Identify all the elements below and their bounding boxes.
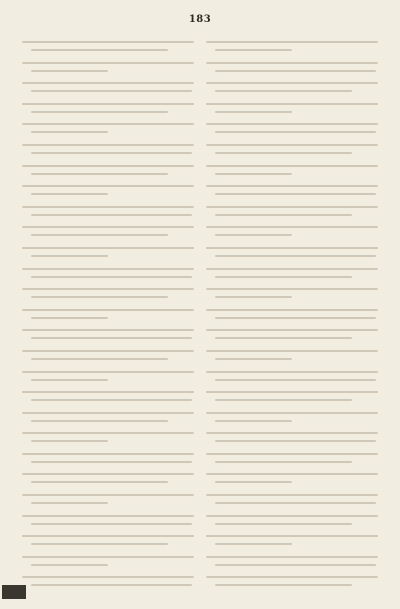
directory-entry bbox=[22, 57, 198, 78]
directory-entry bbox=[22, 510, 198, 531]
directory-entry bbox=[22, 366, 198, 387]
directory-entry bbox=[22, 345, 198, 366]
directory-entry bbox=[22, 304, 198, 325]
directory-entry bbox=[206, 386, 382, 407]
directory-entry bbox=[22, 263, 198, 284]
directory-entry bbox=[22, 221, 198, 242]
directory-entry bbox=[206, 366, 382, 387]
directory-entry bbox=[22, 139, 198, 160]
directory-entry bbox=[206, 283, 382, 304]
directory-entry bbox=[22, 489, 198, 510]
directory-entry bbox=[206, 448, 382, 469]
directory-entry bbox=[22, 571, 198, 592]
directory-entry bbox=[22, 118, 198, 139]
directory-entry bbox=[206, 571, 382, 592]
directory-entry bbox=[22, 427, 198, 448]
directory-entry bbox=[22, 160, 198, 181]
directory-entry bbox=[206, 118, 382, 139]
left-column bbox=[22, 36, 198, 592]
directory-entry bbox=[22, 98, 198, 119]
directory-entry bbox=[206, 36, 382, 57]
directory-entry bbox=[206, 221, 382, 242]
directory-entry bbox=[206, 345, 382, 366]
directory-entry bbox=[206, 468, 382, 489]
directory-entry bbox=[206, 180, 382, 201]
directory-entry bbox=[206, 427, 382, 448]
directory-entry bbox=[206, 407, 382, 428]
directory-entry bbox=[206, 551, 382, 572]
directory-entry bbox=[22, 242, 198, 263]
directory-entry bbox=[206, 489, 382, 510]
directory-entry bbox=[206, 77, 382, 98]
directory-entry bbox=[206, 98, 382, 119]
directory-entry bbox=[206, 139, 382, 160]
directory-entry bbox=[206, 160, 382, 181]
directory-entry bbox=[22, 448, 198, 469]
directory-entry bbox=[206, 324, 382, 345]
directory-entry bbox=[22, 407, 198, 428]
library-stamp bbox=[2, 585, 26, 599]
directory-entry bbox=[206, 57, 382, 78]
directory-entry bbox=[206, 304, 382, 325]
directory-entry bbox=[206, 510, 382, 531]
directory-entry bbox=[22, 530, 198, 551]
directory-entry bbox=[206, 201, 382, 222]
directory-entry bbox=[22, 324, 198, 345]
directory-entry bbox=[206, 530, 382, 551]
directory-entry bbox=[22, 386, 198, 407]
directory-entry bbox=[22, 468, 198, 489]
directory-entry bbox=[206, 263, 382, 284]
page-number: 183 bbox=[188, 14, 212, 25]
directory-entry bbox=[22, 180, 198, 201]
directory-entry bbox=[22, 551, 198, 572]
directory-entry bbox=[22, 201, 198, 222]
directory-entry bbox=[22, 77, 198, 98]
directory-entry bbox=[206, 242, 382, 263]
directory-entry bbox=[22, 36, 198, 57]
directory-entry bbox=[22, 283, 198, 304]
right-column bbox=[206, 36, 382, 592]
